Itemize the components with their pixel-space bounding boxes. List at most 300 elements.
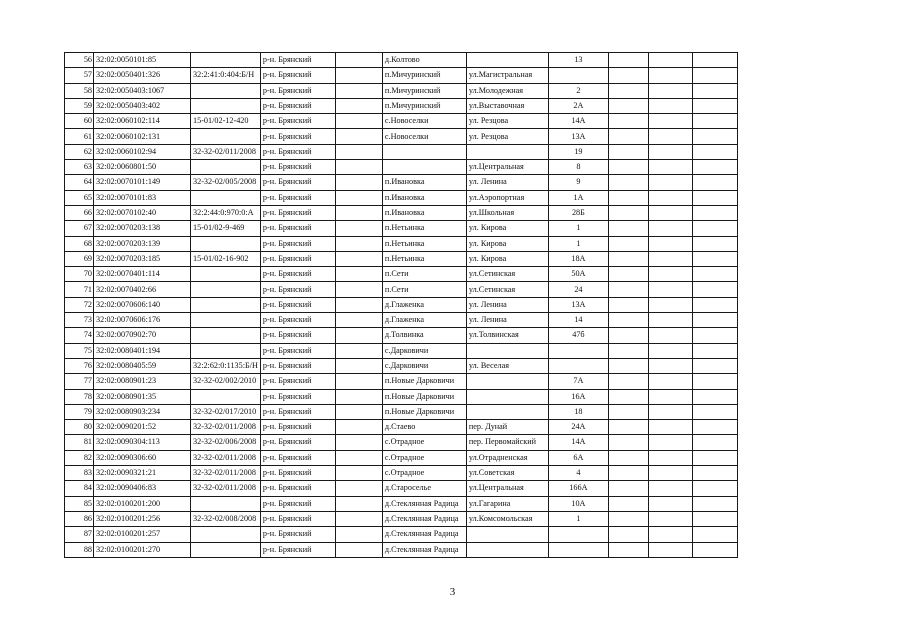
cell-registration-number: 32-32-02/017/2010 [191,404,261,419]
property-registry-table [64,52,738,558]
cell-district: р-н. Брянский [260,511,335,526]
cell-extra-col-3 [692,496,737,511]
cell-house-number: 1 [548,511,608,526]
cell-street: ул.Гагарина [466,496,548,511]
cell-district: р-н. Брянский [260,450,335,465]
cell-extra-col-3 [692,205,737,220]
cell-extra-col-1 [608,466,648,481]
cell-row-number: 83 [65,466,94,481]
cell-registration-number [191,98,261,113]
cell-row-number: 86 [65,511,94,526]
cell-registration-number [191,267,261,282]
cell-street: ул. Резцова [466,114,548,129]
cell-house-number [548,542,608,557]
cell-district: р-н. Брянский [260,129,335,144]
cell-house-number: 47б [548,328,608,343]
cell-empty-col [335,98,382,113]
cell-extra-col-1 [608,450,648,465]
cell-row-number: 71 [65,282,94,297]
table-row [65,83,738,98]
cell-extra-col-3 [692,374,737,389]
cell-cadastral-number: 32:02:0080903:234 [94,404,191,419]
cell-street: ул.Выставочная [466,98,548,113]
table-row [65,98,738,113]
cell-house-number [548,527,608,542]
cell-registration-number [191,542,261,557]
cell-extra-col-2 [648,68,692,83]
cell-district: р-н. Брянский [260,160,335,175]
cell-empty-col [335,481,382,496]
cell-row-number: 72 [65,297,94,312]
cell-row-number: 67 [65,221,94,236]
cell-extra-col-3 [692,404,737,419]
cell-empty-col [335,542,382,557]
table-row [65,527,738,542]
table-row [65,466,738,481]
cell-district: р-н. Брянский [260,358,335,373]
cell-district: р-н. Брянский [260,144,335,159]
cell-extra-col-3 [692,358,737,373]
cell-empty-col [335,221,382,236]
cell-extra-col-1 [608,98,648,113]
cell-street: ул.Отрадненская [466,450,548,465]
cell-street: ул.Толвинская [466,328,548,343]
table-row [65,389,738,404]
table-row [65,68,738,83]
cell-locality: п.Новые Дарковичи [382,389,466,404]
cell-cadastral-number: 32:02:0070101:83 [94,190,191,205]
cell-empty-col [335,358,382,373]
cell-row-number: 80 [65,420,94,435]
cell-extra-col-2 [648,389,692,404]
cell-empty-col [335,420,382,435]
cell-cadastral-number: 32:02:0090321:21 [94,466,191,481]
cell-extra-col-2 [648,190,692,205]
cell-extra-col-3 [692,527,737,542]
cell-extra-col-3 [692,98,737,113]
cell-cadastral-number: 32:02:0070102:40 [94,205,191,220]
cell-street: ул.Сетинская [466,282,548,297]
cell-locality: п.Ивановка [382,190,466,205]
cell-locality: д.Стеклянная Радица [382,542,466,557]
cell-registration-number: 32:2:41:0:404:Б/Н [191,68,261,83]
cell-house-number: 1А [548,190,608,205]
table-row [65,435,738,450]
cell-cadastral-number: 32:02:0100201:257 [94,527,191,542]
cell-locality: д.Глаженка [382,297,466,312]
cell-empty-col [335,313,382,328]
cell-house-number: 2А [548,98,608,113]
cell-row-number: 64 [65,175,94,190]
cell-locality: п.Ивановка [382,205,466,220]
cell-row-number: 76 [65,358,94,373]
cell-cadastral-number: 32:02:0060102:114 [94,114,191,129]
cell-empty-col [335,267,382,282]
cell-extra-col-1 [608,420,648,435]
cell-registration-number [191,53,261,68]
cell-house-number: 166А [548,481,608,496]
cell-district: р-н. Брянский [260,297,335,312]
cell-extra-col-1 [608,205,648,220]
cell-house-number: 18 [548,404,608,419]
cell-cadastral-number: 32:02:0050101:85 [94,53,191,68]
cell-extra-col-3 [692,420,737,435]
cell-locality: п.Мичуринский [382,98,466,113]
table-row [65,114,738,129]
cell-extra-col-2 [648,343,692,358]
cell-extra-col-3 [692,129,737,144]
cell-row-number: 60 [65,114,94,129]
cell-extra-col-3 [692,389,737,404]
cell-empty-col [335,175,382,190]
table-body [65,53,738,558]
cell-registration-number [191,297,261,312]
cell-extra-col-3 [692,83,737,98]
cell-extra-col-2 [648,297,692,312]
cell-extra-col-3 [692,297,737,312]
cell-extra-col-1 [608,221,648,236]
cell-street [466,343,548,358]
cell-empty-col [335,205,382,220]
cell-street [466,374,548,389]
cell-extra-col-1 [608,297,648,312]
cell-cadastral-number: 32:02:0070902:70 [94,328,191,343]
cell-empty-col [335,374,382,389]
cell-street: ул. Кирова [466,251,548,266]
cell-district: р-н. Брянский [260,114,335,129]
cell-empty-col [335,527,382,542]
cell-street [466,144,548,159]
cell-extra-col-2 [648,420,692,435]
cell-district: р-н. Брянский [260,221,335,236]
cell-district: р-н. Брянский [260,175,335,190]
table-row [65,144,738,159]
cell-extra-col-2 [648,511,692,526]
cell-locality: п.Мичуринский [382,83,466,98]
cell-house-number: 14 [548,313,608,328]
cell-extra-col-2 [648,175,692,190]
cell-cadastral-number: 32:02:0080405:59 [94,358,191,373]
cell-row-number: 69 [65,251,94,266]
cell-cadastral-number: 32:02:0070401:114 [94,267,191,282]
cell-registration-number: 32-32-02/006/2008 [191,435,261,450]
cell-street: ул.Центральная [466,481,548,496]
cell-row-number: 87 [65,527,94,542]
table-row [65,160,738,175]
cell-locality: д.Стеклянная Радица [382,527,466,542]
cell-extra-col-2 [648,481,692,496]
cell-extra-col-3 [692,53,737,68]
cell-extra-col-2 [648,404,692,419]
cell-street [466,389,548,404]
cell-cadastral-number: 32:02:0070203:138 [94,221,191,236]
cell-street: ул.Магистральная [466,68,548,83]
cell-extra-col-2 [648,98,692,113]
cell-locality: с.Отрадное [382,450,466,465]
cell-extra-col-2 [648,129,692,144]
cell-registration-number [191,343,261,358]
cell-cadastral-number: 32:02:0070402:66 [94,282,191,297]
cell-registration-number: 32-32-02/005/2008 [191,175,261,190]
cell-extra-col-3 [692,435,737,450]
cell-house-number: 24 [548,282,608,297]
cell-cadastral-number: 32:02:0100201:200 [94,496,191,511]
cell-cadastral-number: 32:02:0070101:149 [94,175,191,190]
cell-extra-col-1 [608,175,648,190]
cell-extra-col-1 [608,190,648,205]
cell-extra-col-2 [648,160,692,175]
cell-registration-number: 32:2:62:0:1135:Б/Н [191,358,261,373]
cell-row-number: 56 [65,53,94,68]
cell-row-number: 84 [65,481,94,496]
cell-house-number [548,343,608,358]
cell-extra-col-2 [648,313,692,328]
cell-cadastral-number: 32:02:0080901:23 [94,374,191,389]
cell-empty-col [335,190,382,205]
cell-locality: п.Ивановка [382,175,466,190]
cell-registration-number: 15-01/02-16-902 [191,251,261,266]
cell-registration-number [191,83,261,98]
cell-street: ул. Веселая [466,358,548,373]
cell-house-number: 28Б [548,205,608,220]
table-row [65,496,738,511]
cell-house-number: 4 [548,466,608,481]
cell-cadastral-number: 32:02:0050403:402 [94,98,191,113]
cell-house-number: 50А [548,267,608,282]
cell-row-number: 82 [65,450,94,465]
cell-registration-number [191,282,261,297]
table-row [65,129,738,144]
cell-extra-col-1 [608,144,648,159]
cell-house-number: 1 [548,236,608,251]
cell-extra-col-1 [608,542,648,557]
cell-house-number: 13А [548,129,608,144]
cell-empty-col [335,236,382,251]
cell-empty-col [335,251,382,266]
cell-street: пер. Первомайский [466,435,548,450]
cell-extra-col-2 [648,251,692,266]
cell-house-number: 7А [548,374,608,389]
cell-extra-col-2 [648,358,692,373]
cell-district: р-н. Брянский [260,527,335,542]
cell-extra-col-3 [692,481,737,496]
cell-locality: п.Сети [382,267,466,282]
cell-cadastral-number: 32:02:0090406:83 [94,481,191,496]
cell-locality: д.Стеклянная Радица [382,496,466,511]
cell-empty-col [335,328,382,343]
cell-locality: с.Дарковичи [382,343,466,358]
cell-extra-col-2 [648,328,692,343]
cell-extra-col-3 [692,542,737,557]
cell-cadastral-number: 32:02:0070606:140 [94,297,191,312]
cell-locality: п.Мичуринский [382,68,466,83]
cell-district: р-н. Брянский [260,313,335,328]
cell-empty-col [335,160,382,175]
cell-house-number: 24А [548,420,608,435]
cell-locality: д.Глаженка [382,313,466,328]
cell-row-number: 73 [65,313,94,328]
cell-extra-col-1 [608,527,648,542]
cell-cadastral-number: 32:02:0050401:326 [94,68,191,83]
cell-registration-number: 15-01/02-9-469 [191,221,261,236]
cell-district: р-н. Брянский [260,251,335,266]
cell-extra-col-3 [692,236,737,251]
cell-house-number: 1 [548,221,608,236]
cell-locality [382,160,466,175]
cell-extra-col-2 [648,53,692,68]
cell-extra-col-3 [692,190,737,205]
cell-street: ул.Аэропортная [466,190,548,205]
cell-street: ул. Ленина [466,297,548,312]
cell-extra-col-1 [608,114,648,129]
cell-row-number: 61 [65,129,94,144]
cell-street: ул.Центральная [466,160,548,175]
table-row [65,328,738,343]
cell-empty-col [335,68,382,83]
cell-row-number: 65 [65,190,94,205]
cell-empty-col [335,114,382,129]
cell-extra-col-2 [648,450,692,465]
table-row [65,542,738,557]
cell-empty-col [335,282,382,297]
table-row [65,313,738,328]
cell-street: ул. Кирова [466,221,548,236]
cell-row-number: 85 [65,496,94,511]
cell-house-number [548,358,608,373]
cell-row-number: 62 [65,144,94,159]
cell-street: ул. Ленина [466,313,548,328]
cell-street [466,527,548,542]
cell-empty-col [335,53,382,68]
table-row [65,450,738,465]
cell-row-number: 79 [65,404,94,419]
cell-extra-col-1 [608,282,648,297]
cell-house-number [548,68,608,83]
cell-extra-col-1 [608,404,648,419]
cell-locality: д.Колтово [382,53,466,68]
cell-registration-number [191,527,261,542]
cell-extra-col-3 [692,160,737,175]
table-row [65,374,738,389]
cell-extra-col-2 [648,466,692,481]
cell-cadastral-number: 32:02:0070203:139 [94,236,191,251]
cell-registration-number: 32-32-02/002/2010 [191,374,261,389]
cell-street [466,542,548,557]
cell-district: р-н. Брянский [260,420,335,435]
cell-extra-col-2 [648,267,692,282]
cell-locality: д.Стеклянная Радица [382,511,466,526]
cell-registration-number: 32-32-02/011/2008 [191,466,261,481]
table-row [65,511,738,526]
cell-extra-col-3 [692,114,737,129]
cell-extra-col-3 [692,313,737,328]
cell-extra-col-2 [648,282,692,297]
cell-row-number: 59 [65,98,94,113]
cell-registration-number [191,328,261,343]
cell-house-number: 9 [548,175,608,190]
cell-extra-col-2 [648,205,692,220]
cell-street [466,404,548,419]
cell-registration-number [191,496,261,511]
cell-district: р-н. Брянский [260,542,335,557]
cell-district: р-н. Брянский [260,236,335,251]
cell-street: пер. Дунай [466,420,548,435]
cell-street: ул. Резцова [466,129,548,144]
cell-extra-col-1 [608,481,648,496]
cell-extra-col-2 [648,114,692,129]
cell-house-number: 8 [548,160,608,175]
cell-cadastral-number: 32:02:0070606:176 [94,313,191,328]
cell-row-number: 66 [65,205,94,220]
cell-row-number: 78 [65,389,94,404]
cell-registration-number: 32:2:44:0:970:0:А [191,205,261,220]
cell-locality: д.Толвинка [382,328,466,343]
cell-cadastral-number: 32:02:0060801:50 [94,160,191,175]
cell-street: ул. Ленина [466,175,548,190]
cell-extra-col-1 [608,68,648,83]
cell-locality: п.Новые Дарковичи [382,374,466,389]
cell-extra-col-1 [608,267,648,282]
cell-cadastral-number: 32:02:0080901:35 [94,389,191,404]
cell-cadastral-number: 32:02:0100201:256 [94,511,191,526]
cell-empty-col [335,144,382,159]
cell-street: ул.Советская [466,466,548,481]
cell-registration-number [191,389,261,404]
cell-extra-col-3 [692,343,737,358]
cell-district: р-н. Брянский [260,389,335,404]
cell-extra-col-1 [608,236,648,251]
cell-extra-col-1 [608,374,648,389]
cell-extra-col-1 [608,511,648,526]
cell-empty-col [335,83,382,98]
cell-district: р-н. Брянский [260,466,335,481]
cell-house-number: 16А [548,389,608,404]
cell-cadastral-number: 32:02:0060102:131 [94,129,191,144]
cell-district: р-н. Брянский [260,374,335,389]
cell-district: р-н. Брянский [260,435,335,450]
cell-extra-col-1 [608,343,648,358]
cell-registration-number [191,190,261,205]
cell-extra-col-1 [608,129,648,144]
cell-registration-number [191,313,261,328]
cell-extra-col-1 [608,389,648,404]
cell-extra-col-2 [648,374,692,389]
table-row [65,205,738,220]
table-row [65,420,738,435]
cell-locality: п.Нетьинка [382,221,466,236]
cell-registration-number [191,160,261,175]
cell-street: ул.Школьная [466,205,548,220]
cell-extra-col-1 [608,83,648,98]
cell-house-number: 19 [548,144,608,159]
cell-extra-col-1 [608,328,648,343]
cell-row-number: 63 [65,160,94,175]
cell-extra-col-2 [648,496,692,511]
cell-house-number: 6А [548,450,608,465]
cell-locality [382,144,466,159]
cell-locality: с.Дарковичи [382,358,466,373]
cell-extra-col-2 [648,83,692,98]
cell-extra-col-1 [608,435,648,450]
table-row [65,358,738,373]
cell-extra-col-1 [608,358,648,373]
table-row [65,190,738,205]
table-row [65,343,738,358]
cell-empty-col [335,511,382,526]
cell-street [466,53,548,68]
cell-row-number: 68 [65,236,94,251]
cell-cadastral-number: 32:02:0070203:185 [94,251,191,266]
